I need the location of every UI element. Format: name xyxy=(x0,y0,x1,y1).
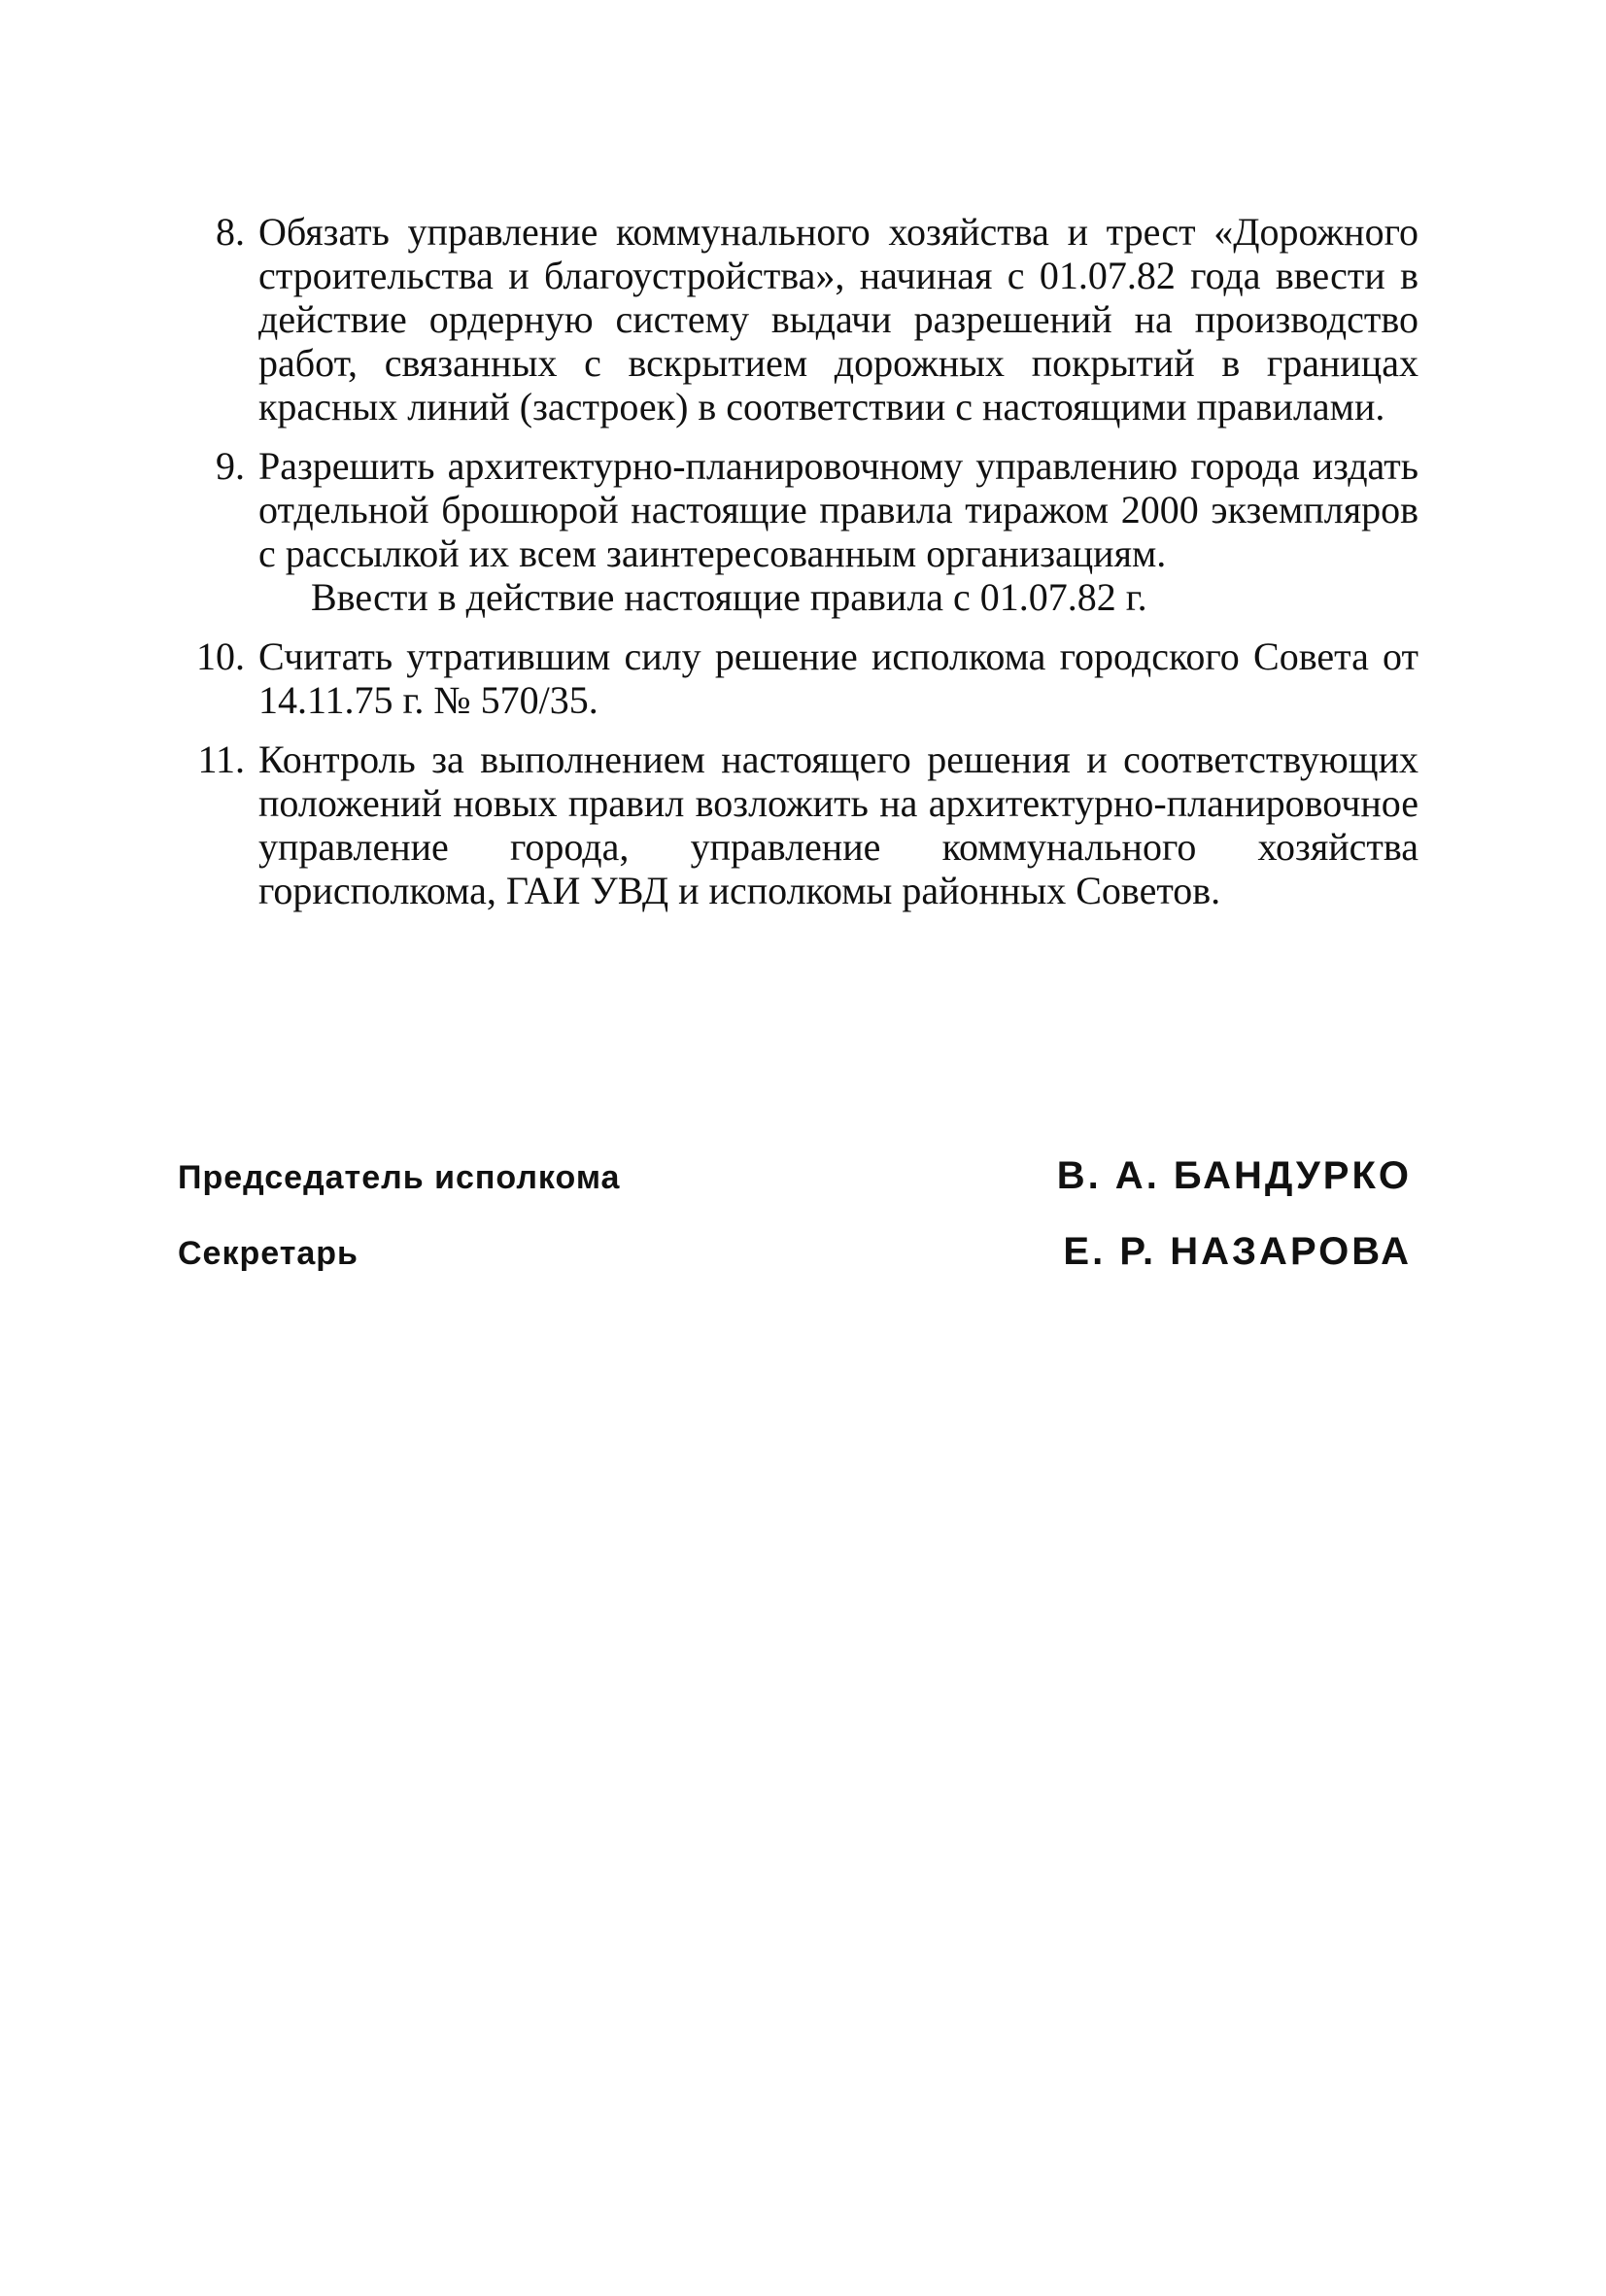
item-body xyxy=(258,634,1418,722)
decision-item-11 xyxy=(175,737,1418,912)
signature-role: Секретарь xyxy=(178,1235,359,1272)
item-paragraph: Обязать управление коммунального хозяйства и трест «Дорожного строительства и благоустройства», начиная с 01.07.82 года ввести в действие ордерную систему выдачи разрешений на производство работ, связанных с вскрытием дорожных покрытий в границах красных линий (застроек) в соответствии с настоящими правилами. xyxy=(258,210,1418,428)
item-paragraph: Контроль за выполнением настоящего решения и соответствующих положений новых правил возложить на архитектурно-планировочное управление города, управление коммунального хозяйства горисполкома, ГАИ УВД и исполкомы районных Советов. xyxy=(258,737,1418,912)
decision-item-8 xyxy=(175,210,1418,428)
decision-item-10 xyxy=(175,634,1418,722)
signature-name: В. А. БАНДУРКО xyxy=(1056,1154,1412,1197)
item-number: 9. xyxy=(216,444,245,488)
item-paragraph: Разрешить архитектурно-планировочному управлению города издать отдельной брошюрой настоящие правила тиражом 2000 экземпляров с рассылкой их всем заинтересованным организациям. xyxy=(258,444,1418,575)
signature-name: Е. Р. НАЗАРОВА xyxy=(1063,1230,1412,1273)
decision-item-9 xyxy=(175,444,1418,619)
signature-row-chairman xyxy=(178,1154,1412,1230)
item-number: 8. xyxy=(216,210,245,254)
signature-row-secretary xyxy=(178,1230,1412,1306)
item-paragraph: Считать утратившим силу решение исполкома городского Совета от 14.11.75 г. № 570/35. xyxy=(258,634,1418,722)
signature-role: Председатель исполкома xyxy=(178,1159,621,1196)
item-body xyxy=(258,444,1418,619)
decision-items xyxy=(175,210,1418,928)
item-body xyxy=(258,210,1418,428)
item-paragraph-effective-date: Ввести в действие настоящие правила с 01.07.82 г. xyxy=(311,575,1147,619)
item-number: 11. xyxy=(197,737,245,781)
item-body xyxy=(258,737,1418,912)
signature-block xyxy=(178,1154,1412,1306)
item-number: 10. xyxy=(196,634,245,678)
